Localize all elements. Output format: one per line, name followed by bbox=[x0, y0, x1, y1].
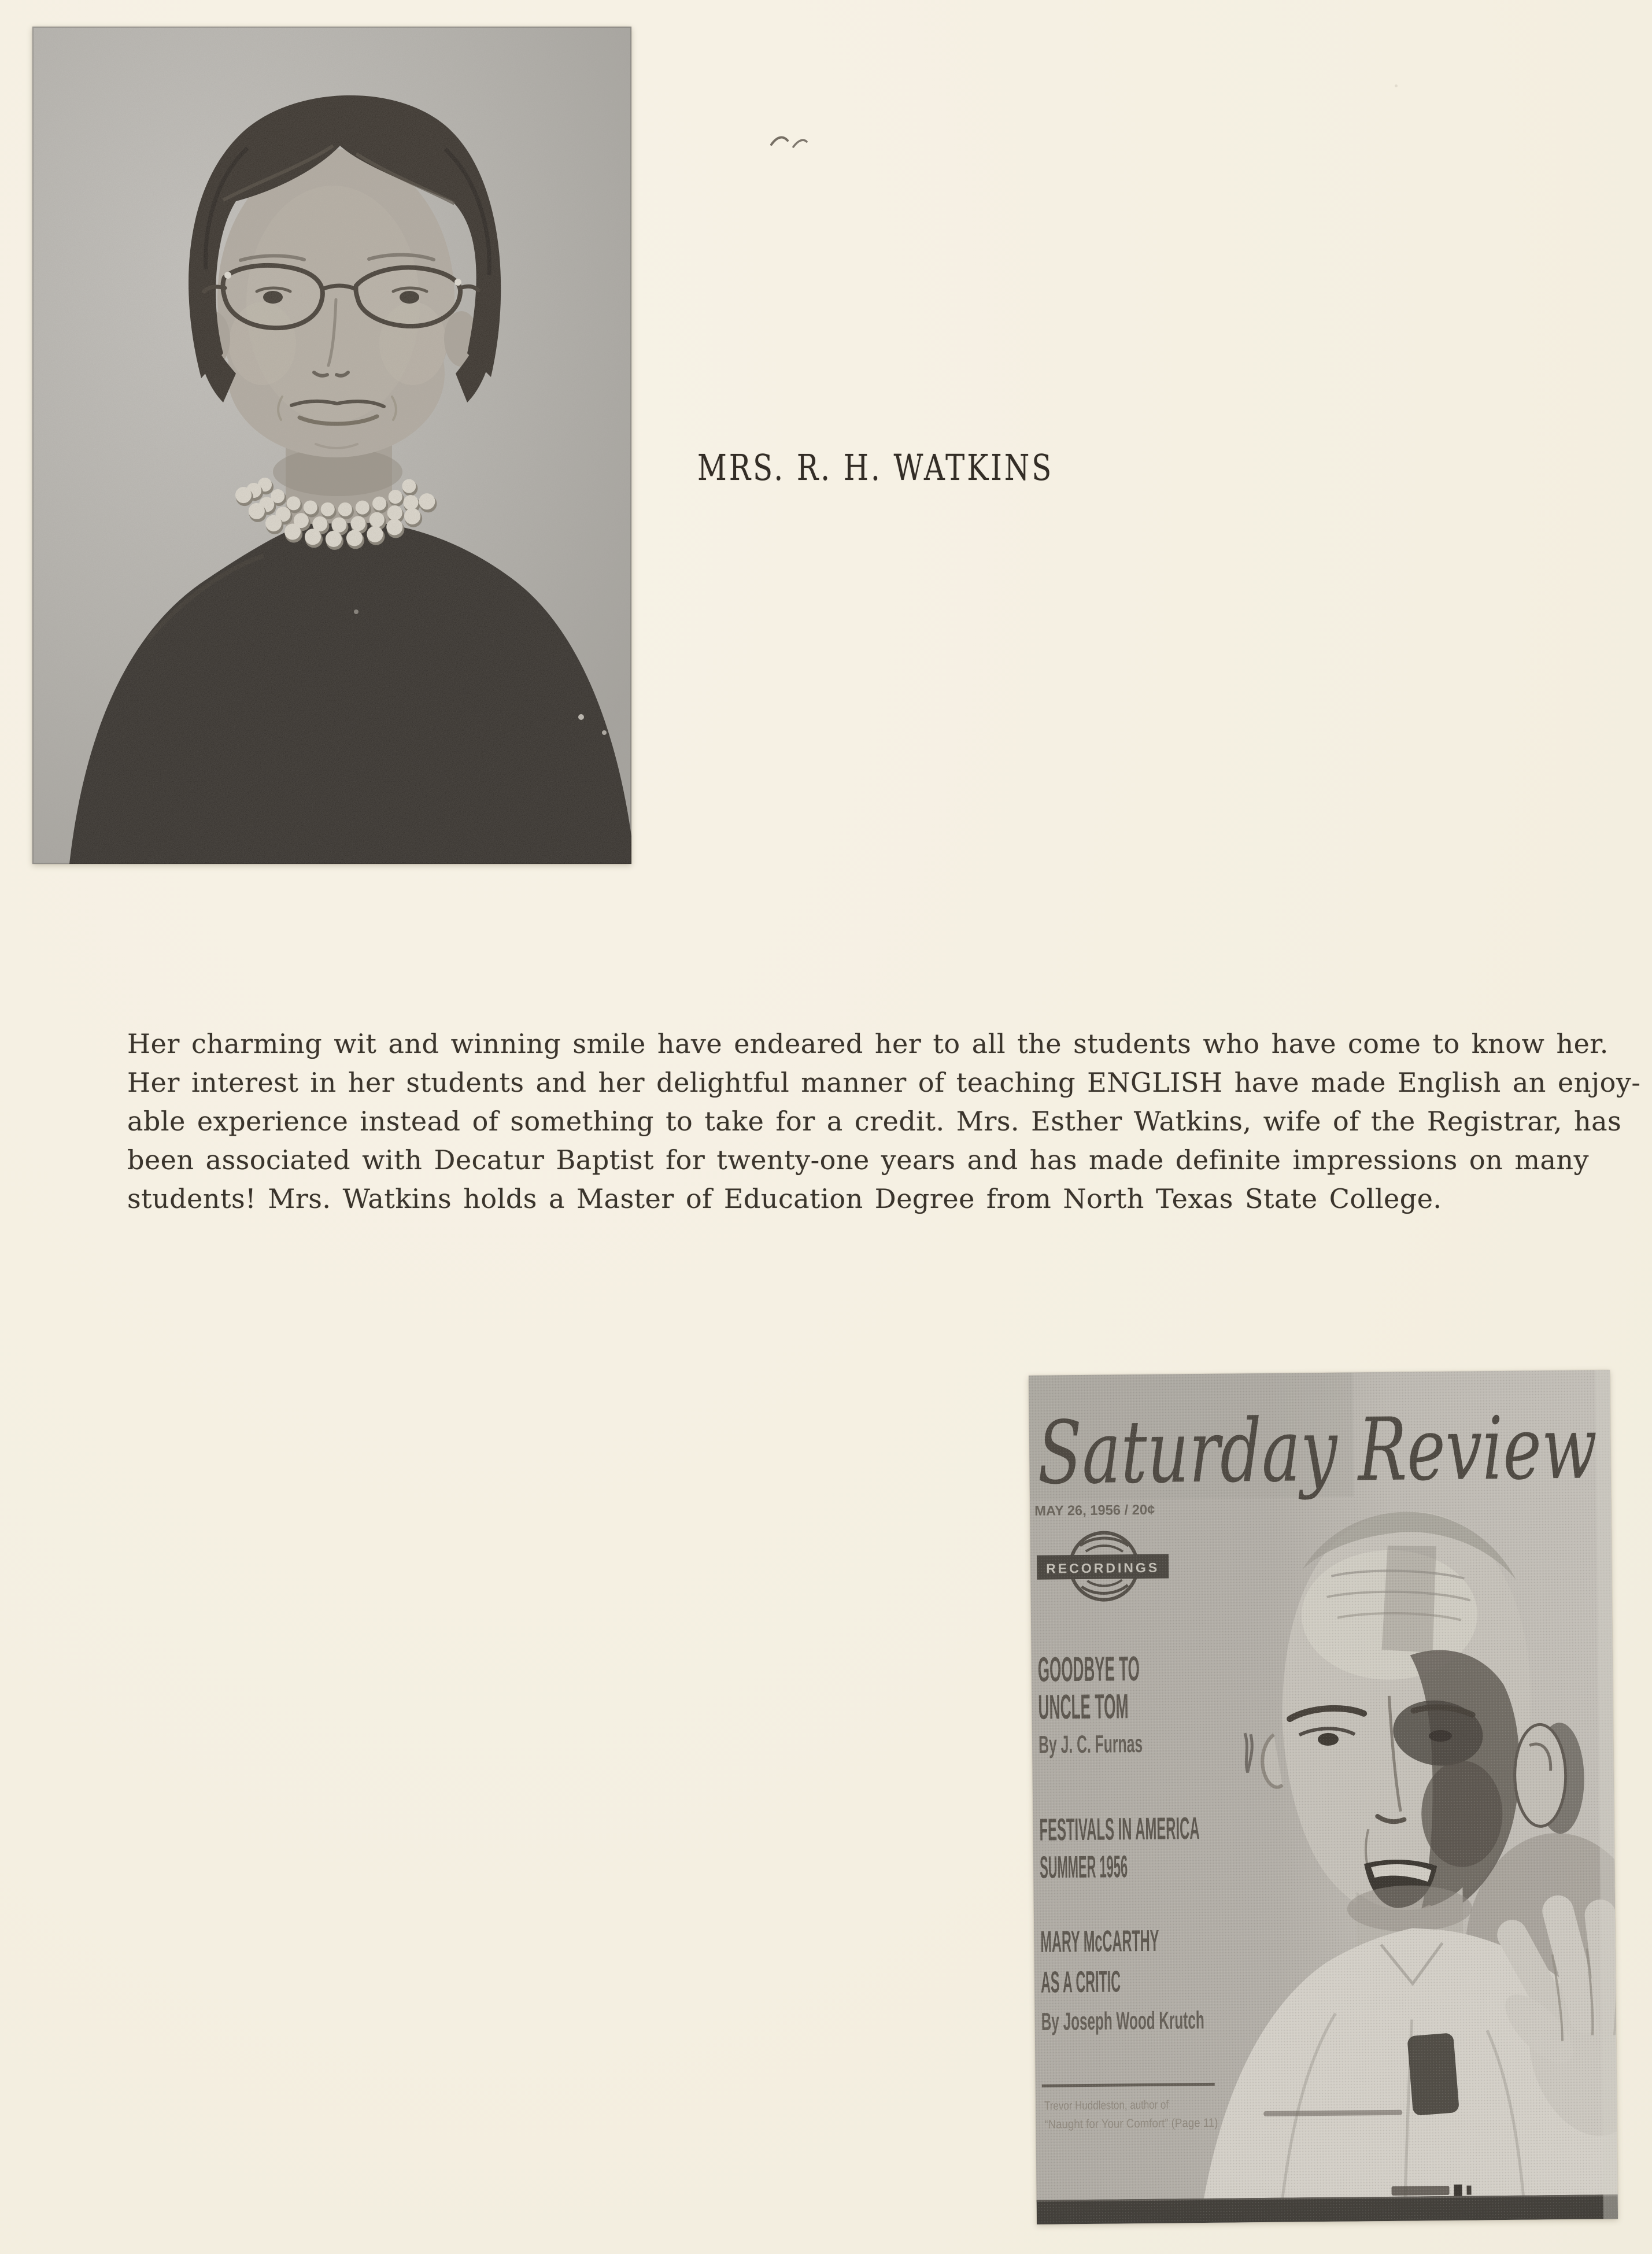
film-grain-overlay bbox=[1029, 1370, 1618, 2225]
paragraph-line: Her charming wit and winning smile have endeared her to all the students who have come to know her. bbox=[127, 1028, 1609, 1059]
biography-paragraph bbox=[127, 1025, 1641, 1218]
portrait-photo bbox=[32, 27, 631, 864]
film-grain-overlay bbox=[32, 27, 631, 864]
paragraph-line: students! Mrs. Watkins holds a Master of Education Degree from North Texas State College. bbox=[127, 1183, 1442, 1214]
paragraph-line: been associated with Decatur Baptist for twenty-one years and has made definite impressions on many bbox=[127, 1144, 1590, 1176]
magazine-cover-illustration bbox=[1029, 1370, 1618, 2225]
paragraph-line: able experience instead of something to take for a credit. Mrs. Esther Watkins, wife of the Registrar, has bbox=[127, 1106, 1622, 1137]
ink-mark bbox=[768, 131, 810, 155]
paragraph-line: Her interest in her students and her delightful manner of teaching ENGLISH have made English an enjoy- bbox=[127, 1067, 1641, 1098]
portrait-illustration bbox=[32, 27, 631, 864]
magazine-cover-photo bbox=[1029, 1370, 1618, 2225]
dust-speck bbox=[1395, 84, 1398, 87]
portrait-caption: MRS. R. H. WATKINS bbox=[697, 446, 1054, 489]
